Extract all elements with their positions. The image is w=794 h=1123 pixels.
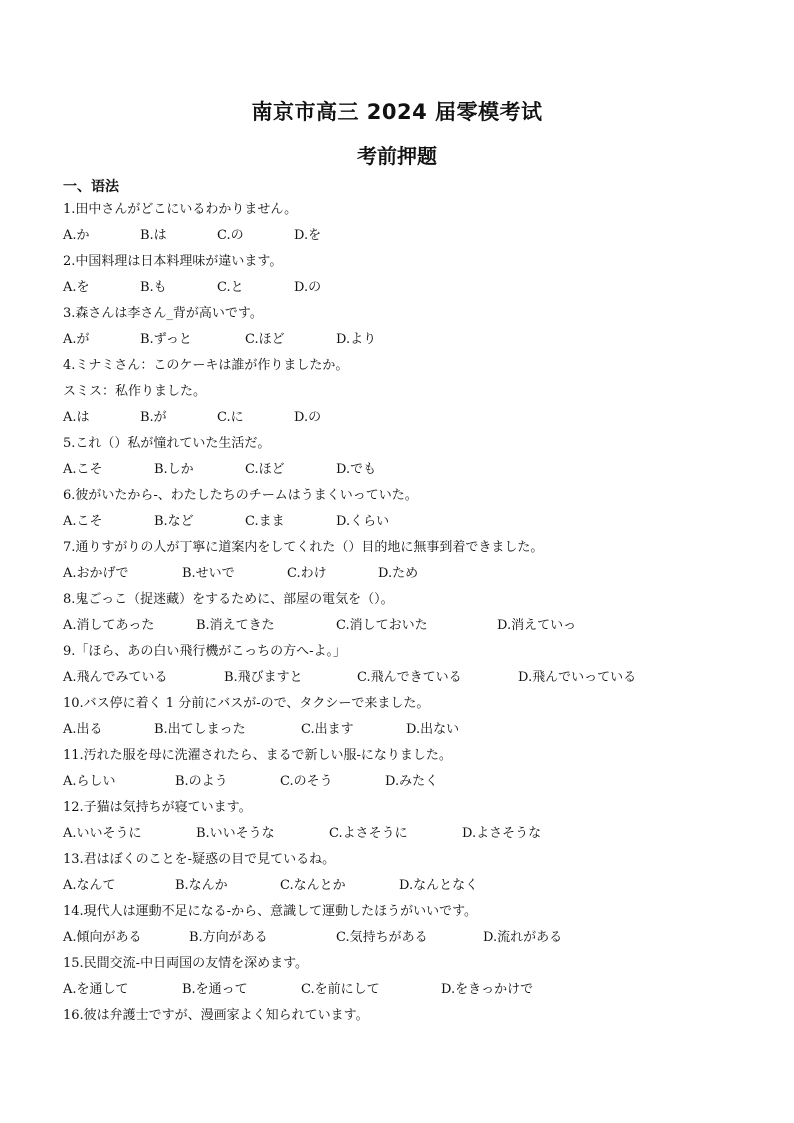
question-text: 5.これ（）私が憧れていた生活だ。 (63, 436, 271, 451)
answer-option: A.が (63, 332, 90, 347)
answer-option: A.おかげで (63, 566, 129, 581)
answer-option: C.なんとか (280, 878, 346, 893)
answer-option: B.が (140, 410, 167, 425)
answer-option: C.ほど (245, 462, 285, 477)
option-row (63, 616, 743, 642)
question-text: 2.中国料理は日本料理味が違います。 (63, 254, 283, 269)
answer-option: B.を通って (182, 982, 248, 997)
answer-option: D.消えていっ (497, 618, 577, 633)
answer-option: A.らしい (63, 774, 116, 789)
document-subtitle: 考前押题 (357, 144, 437, 168)
answer-option: C.わけ (287, 566, 327, 581)
option-row (63, 980, 743, 1006)
question-text: 16.彼は弁護士ですが、漫画家よく知られています。 (63, 1008, 369, 1023)
answer-option: A.いいそうに (63, 826, 142, 841)
answer-option: D.を (294, 228, 322, 243)
answer-option: D.くらい (336, 514, 390, 529)
answer-option: B.いいそうな (196, 826, 275, 841)
answer-option: B.は (140, 228, 167, 243)
question-text: 1.田中さんがどこにいるわかりません。 (63, 202, 298, 217)
question-text: 4.ミナミさん：このケーキは誰が作りましたか。 (63, 358, 349, 373)
option-row (63, 772, 743, 798)
answer-option: B.のよう (175, 774, 228, 789)
question-text: 6.彼がいたから-、わたしたちのチームはうまくいっていた。 (63, 488, 418, 503)
document-title: 南京市高三 2024 届零模考试 (251, 100, 543, 124)
answer-option: A.消してあった (63, 618, 155, 633)
question-text: 12.子猫は気持ちが寝ています。 (63, 800, 252, 815)
answer-option: A.なんて (63, 878, 116, 893)
question-text: 8.鬼ごっこ（捉迷藏）をするために、部屋の電気を（）。 (63, 592, 394, 607)
answer-option: B.出てしまった (154, 722, 246, 737)
answer-option: D.流れがある (483, 930, 563, 945)
question-text: 7.通りすがりの人が丁寧に道案内をしてくれた（）目的地に無事到着できました。 (63, 540, 544, 555)
option-row (63, 330, 743, 356)
answer-option: A.飛んでみている (63, 670, 168, 685)
option-row (63, 278, 743, 304)
answer-option: D.ため (378, 566, 419, 581)
answer-option: A.こそ (63, 462, 103, 477)
answer-option: B.飛びますと (224, 670, 303, 685)
answer-option: C.消しておいた (336, 618, 428, 633)
answer-option: D.の (294, 410, 322, 425)
question-text: 10.バス停に着く 1 分前にバスが-ので、タクシーで来ました。 (63, 696, 430, 711)
answer-option: B.など (154, 514, 194, 529)
question-list (63, 200, 743, 1032)
answer-option: A.出る (63, 722, 103, 737)
answer-option: A.傾向がある (63, 930, 142, 945)
answer-option: D.より (336, 332, 377, 347)
option-row (63, 928, 743, 954)
answer-option: D.飛んでいっている (518, 670, 637, 685)
answer-option: A.を (63, 280, 90, 295)
answer-option: C.に (217, 410, 244, 425)
answer-option: C.気持ちがある (336, 930, 428, 945)
option-row (63, 564, 743, 590)
answer-option: C.のそう (280, 774, 333, 789)
answer-option: C.ほど (245, 332, 285, 347)
option-row (63, 226, 743, 252)
question-text: 3.森さんは李さん_背が高いです。 (63, 306, 263, 321)
question-text: 11.汚れた服を母に洗濯されたら、まるで新しい服-になりました。 (63, 748, 452, 763)
answer-option: A.こそ (63, 514, 103, 529)
question-text: 15.民間交流-中日両国の友情を深めます。 (63, 956, 309, 971)
answer-option: C.まま (245, 514, 285, 529)
answer-option: A.を通して (63, 982, 129, 997)
answer-option: C.の (217, 228, 244, 243)
question-dialogue-line: スミス：私作りました。 (63, 384, 207, 399)
answer-option: B.方向がある (189, 930, 268, 945)
answer-option: B.せいで (182, 566, 235, 581)
answer-option: D.みたく (385, 774, 439, 789)
option-row (63, 512, 743, 538)
answer-option: D.でも (336, 462, 377, 477)
option-row (63, 408, 743, 434)
answer-option: C.よさそうに (329, 826, 408, 841)
option-row (63, 824, 743, 850)
option-row (63, 668, 743, 694)
option-row (63, 720, 743, 746)
answer-option: A.か (63, 228, 90, 243)
answer-option: C.出ます (301, 722, 354, 737)
answer-option: C.飛んできている (357, 670, 462, 685)
section-heading: 一、语法 (63, 179, 119, 195)
answer-option: D.出ない (406, 722, 460, 737)
question-text: 9.「ほら、あの白い飛行機がこっちの方へ-よ。」 (63, 644, 347, 659)
option-row (63, 460, 743, 486)
option-row (63, 876, 743, 902)
answer-option: B.消えてきた (196, 618, 275, 633)
answer-option: D.よさそうな (462, 826, 542, 841)
question-text: 13.君はぼくのことを-疑惑の目で見ているね。 (63, 852, 336, 867)
answer-option: C.を前にして (301, 982, 380, 997)
answer-option: D.をきっかけで (441, 982, 534, 997)
answer-option: D.の (294, 280, 322, 295)
answer-option: A.は (63, 410, 90, 425)
answer-option: D.なんとなく (399, 878, 479, 893)
answer-option: B.しか (154, 462, 194, 477)
answer-option: B.ずっと (140, 332, 192, 347)
question-text: 14.現代人は運動不足になる-から、意識して運動したほうがいいです。 (63, 904, 478, 919)
answer-option: C.と (217, 280, 244, 295)
answer-option: B.なんか (175, 878, 228, 893)
answer-option: B.も (140, 280, 167, 295)
